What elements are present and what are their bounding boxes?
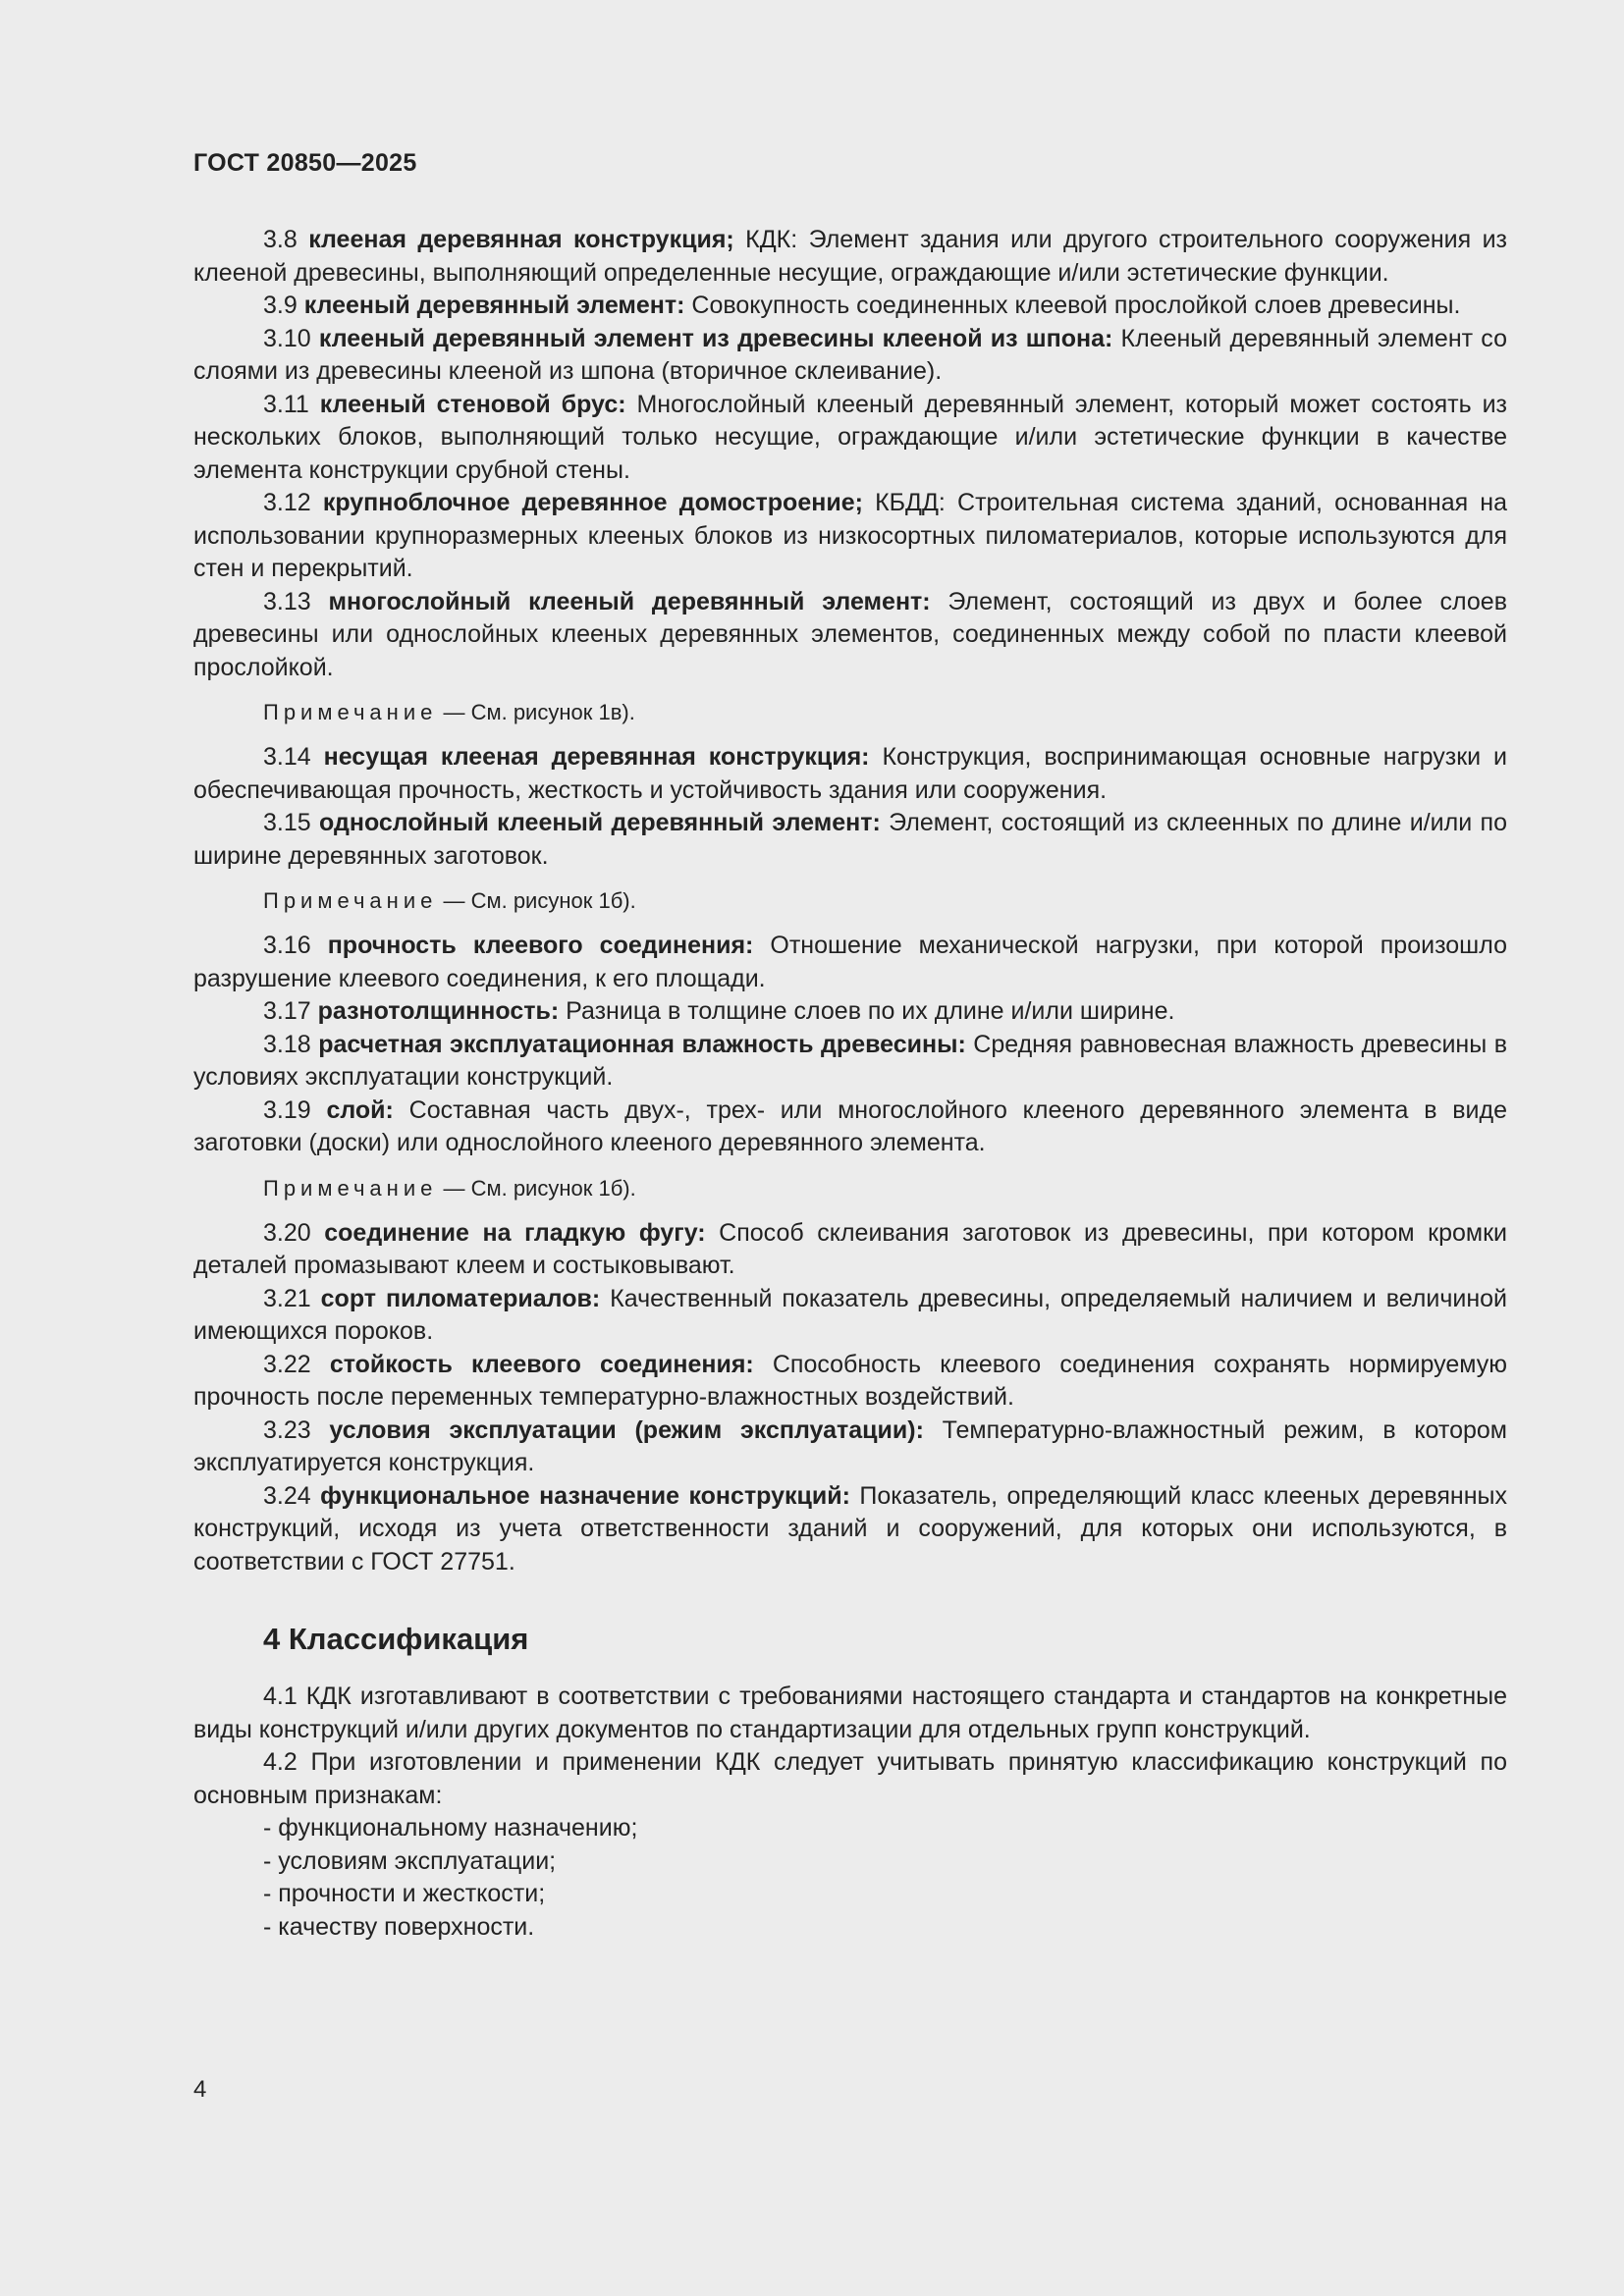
- term-definition: КДК: Элемент здания или другого строительного сооружения из клееной древесины, выполняющий определенные несущие, ограждающие и/или эстетические функции.: [193, 226, 1507, 287]
- list-item: - условиям эксплуатации;: [263, 1846, 557, 1875]
- term-3-23: [193, 1415, 1507, 1480]
- term-definition: Показатель, определяющий класс клееных деревянных конструкций, исходя из учета ответственности зданий и сооружений, для которых они используются, в соответствии с ГОСТ 27751.: [193, 1481, 1507, 1575]
- list-item: - прочности и жесткости;: [263, 1880, 546, 1907]
- term-number: 3.18: [263, 1030, 311, 1058]
- term-definition: Элемент, состоящий из склеенных по длине и/или по ширине деревянных заготовок.: [193, 809, 1507, 870]
- note-text: См. рисунок 1б).: [470, 1175, 636, 1201]
- term-3-14: [193, 741, 1507, 807]
- term-3-24: [193, 1480, 1507, 1579]
- term-definition: Элемент, состоящий из двух и более слоев древесины или однослойных клееных деревянных элементов, соединенных между собой по пласти клеевой прослойкой.: [193, 587, 1507, 681]
- note: [263, 698, 1507, 727]
- term-definition: Способ склеивания заготовок из древесины, при котором кромки деталей промазывают клеем и состыковывают.: [193, 1218, 1507, 1279]
- term-3-13: [193, 586, 1507, 685]
- list-item: - качеству поверхности.: [263, 1912, 535, 1941]
- term-definition: Способность клеевого соединения сохранять нормируемую прочность после переменных температурно-влажностных воздействий.: [193, 1350, 1507, 1411]
- term-name: прочность клеевого соединения:: [327, 932, 754, 959]
- term-name: однослойный клееный деревянный элемент:: [319, 809, 881, 836]
- term-3-12: [193, 487, 1507, 586]
- term-3-16: [193, 930, 1507, 995]
- term-number: 3.11: [263, 390, 309, 418]
- term-number: 3.8: [263, 226, 298, 253]
- term-name: условия эксплуатации (режим эксплуатации):: [329, 1415, 924, 1444]
- term-definition: Разница в толщине слоев по их длине и/или ширине.: [559, 997, 1175, 1025]
- term-definition: Совокупность соединенных клеевой прослойкой слоев древесины.: [684, 292, 1461, 319]
- term-3-19: [193, 1095, 1507, 1160]
- term-number: 3.20: [263, 1218, 311, 1247]
- term-definition: Отношение механической нагрузки, при которой произошло разрушение клеевого соединения, к его площади.: [193, 932, 1507, 992]
- term-3-10: [193, 323, 1507, 389]
- term-number: 3.14: [263, 743, 311, 771]
- classification-list: [193, 1812, 1507, 1944]
- note-dash: —: [437, 888, 471, 913]
- term-name: функциональное назначение конструкций:: [320, 1481, 850, 1510]
- note: [263, 1174, 1507, 1203]
- term-name: многослойный клееный деревянный элемент:: [328, 587, 931, 615]
- term-definition: КБДД: Строительная система зданий, основанная на использовании крупноразмерных клееных блоков из низкосортных пиломатериалов, которые используются для стен и перекрытий.: [193, 489, 1507, 582]
- term-number: 3.10: [263, 324, 311, 352]
- term-3-20: [193, 1217, 1507, 1283]
- section-4-title: 4 Классификация: [263, 1622, 529, 1656]
- note-label: Примечание: [263, 1175, 438, 1201]
- note: [263, 886, 1507, 916]
- term-number: 3.21: [263, 1284, 311, 1312]
- term-name: клееная деревянная конструкция;: [308, 226, 734, 253]
- term-name: клееный деревянный элемент из древесины клееной из шпона:: [318, 324, 1113, 352]
- paragraph-4-2: 4.2 При изготовлении и применении КДК следует учитывать принятую классификацию конструкций по основным признакам:: [193, 1748, 1507, 1809]
- term-definition: Конструкция, воспринимающая основные нагрузки и обеспечивающая прочность, жесткость и устойчивость здания или сооружения.: [193, 743, 1507, 804]
- note-text: См. рисунок 1б).: [470, 888, 636, 913]
- note-label: Примечание: [263, 888, 438, 913]
- term-number: 3.9: [263, 292, 298, 319]
- term-definition: Составная часть двух-, трех- или многослойного клееного деревянного элемента в виде заготовки (доски) или однослойного клееного деревянного элемента.: [193, 1095, 1508, 1156]
- page-number: 4: [193, 2076, 207, 2103]
- term-name: расчетная эксплуатационная влажность древесины:: [318, 1030, 966, 1058]
- term-3-9: [193, 290, 1507, 323]
- document-header: ГОСТ 20850—2025: [193, 149, 417, 177]
- term-number: 3.19: [263, 1095, 311, 1124]
- term-number: 3.15: [263, 809, 311, 836]
- term-definition: Качественный показатель древесины, определяемый наличием и величиной имеющихся пороков.: [193, 1284, 1507, 1345]
- term-definition: Клееный деревянный элемент со слоями из древесины клееной из шпона (вторичное склеивание).: [193, 324, 1507, 385]
- term-name: несущая клееная деревянная конструкция:: [323, 743, 870, 771]
- term-definition: Температурно-влажностный режим, в котором эксплуатируется конструкция.: [193, 1415, 1507, 1476]
- term-number: 3.17: [263, 997, 311, 1025]
- term-name: слой:: [326, 1095, 394, 1124]
- term-name: клееный деревянный элемент:: [303, 292, 685, 319]
- document-body: [193, 224, 1507, 1944]
- term-name: соединение на гладкую фугу:: [324, 1218, 706, 1247]
- term-name: разнотолщинность:: [317, 997, 560, 1025]
- paragraph-4-1: 4.1 КДК изготавливают в соответствии с требованиями настоящего стандарта и стандартов на конкретные виды конструкций и/или других документов по стандартизации для отдельных групп конструкций.: [193, 1682, 1507, 1743]
- term-number: 3.24: [263, 1481, 311, 1510]
- term-name: стойкость клеевого соединения:: [329, 1350, 754, 1378]
- term-name: клееный стеновой брус:: [319, 390, 626, 418]
- term-number: 3.23: [263, 1415, 311, 1444]
- note-text: См. рисунок 1в).: [470, 700, 635, 724]
- term-definition: Средняя равновесная влажность древесины в условиях эксплуатации конструкций.: [193, 1030, 1507, 1091]
- term-3-17: [193, 995, 1507, 1029]
- note-dash: —: [437, 700, 471, 724]
- term-name: крупноблочное деревянное домостроение;: [322, 489, 863, 516]
- term-3-18: [193, 1029, 1507, 1095]
- term-3-22: [193, 1349, 1507, 1415]
- term-3-15: [193, 807, 1507, 873]
- term-3-11: [193, 389, 1507, 488]
- term-number: 3.16: [263, 932, 311, 959]
- term-3-21: [193, 1283, 1507, 1349]
- term-number: 3.22: [263, 1350, 311, 1378]
- term-definition: Многослойный клееный деревянный элемент, который может состоять из нескольких блоков, выполняющий только несущие, ограждающие и/или эстетические функции в качестве элемента конструкции срубной стены.: [193, 390, 1507, 484]
- note-label: Примечание: [263, 700, 438, 724]
- note-dash: —: [437, 1175, 471, 1201]
- term-number: 3.13: [263, 587, 311, 615]
- term-name: сорт пиломатериалов:: [320, 1284, 601, 1312]
- list-item: - функциональному назначению;: [263, 1814, 638, 1842]
- term-3-8: [193, 224, 1507, 290]
- term-number: 3.12: [263, 489, 311, 516]
